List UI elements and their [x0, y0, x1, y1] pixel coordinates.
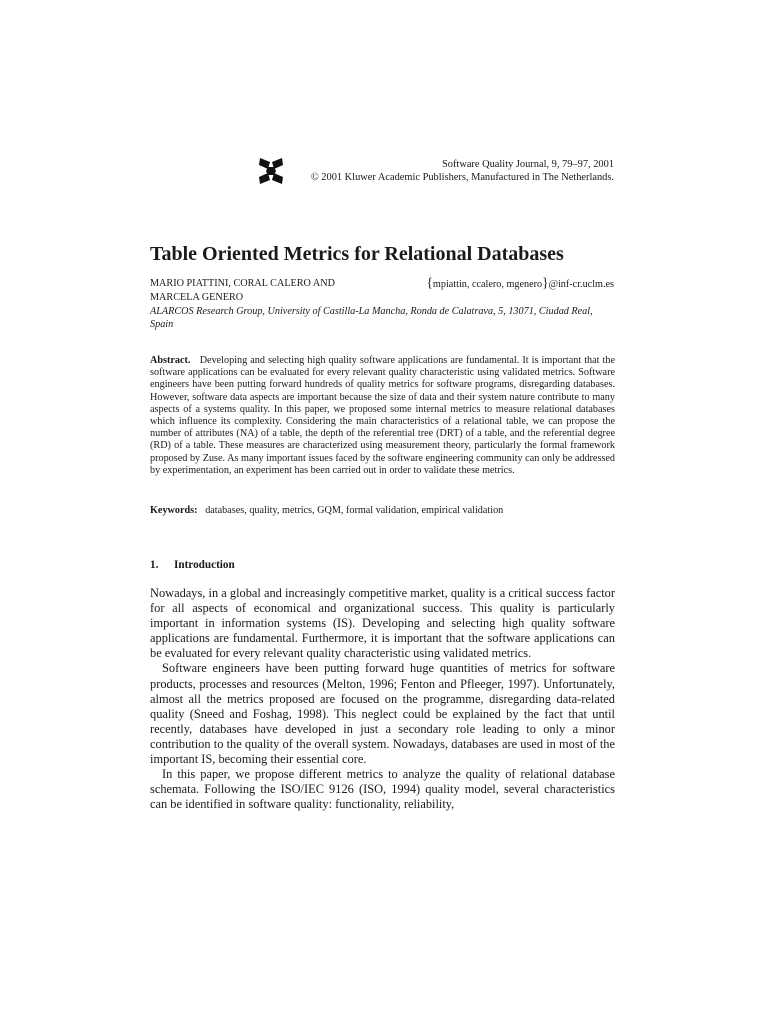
keywords — [150, 504, 503, 517]
copyright-line: © 2001 Kluwer Academic Publishers, Manufactured in The Netherlands. — [310, 172, 614, 183]
abstract-label: Abstract. — [150, 355, 191, 366]
paper-title: Table Oriented Metrics for Relational Databases — [150, 243, 564, 265]
affiliation: ALARCOS Research Group, University of Castilla-La Mancha, Ronda de Calatrava, 5, 13071, Ciudad Real, Spain — [150, 306, 593, 330]
keywords-label: Keywords: — [150, 505, 198, 516]
brace-open: { — [426, 275, 433, 290]
paragraph-2: Software engineers have been putting forward huge quantities of metrics for software products, processes and resources (Melton, 1996; Fenton and Pfleeger, 1997). Unfortunately, almost all the metrics proposed are focused on the programme, disregarding data-related quality (Sneed and Foshag, 1998). This neglect could be explained by the fact that until recently, databases have developed in just a secondary role leading to only a minor contribution to the quality of the overall system. Nowadays, databases are used in most of the important IS, becoming their essential core. — [150, 661, 615, 767]
author-line-2: MARCELA GENERO — [150, 292, 244, 303]
email-names: mpiattin, ccalero, mgenero — [432, 279, 543, 290]
section-number: 1. — [150, 559, 159, 571]
author-list — [150, 277, 335, 305]
keywords-text: databases, quality, metrics, GQM, formal validation, empirical validation — [205, 505, 504, 516]
paragraph-3: In this paper, we propose different metrics to analyze the quality of relational database schemata. Following the ISO/IEC 9126 (ISO, 1994) quality model, several characteristics can be identified in software quality: functionality, reliability, — [150, 767, 615, 812]
publisher-logo-icon — [257, 156, 285, 186]
section-heading — [150, 558, 235, 572]
author-line-1: MARIO PIATTINI, CORAL CALERO AND — [150, 278, 335, 289]
journal-header — [311, 158, 614, 184]
abstract — [150, 355, 615, 477]
email-domain: @inf-cr.uclm.es — [548, 279, 614, 290]
body-text — [150, 586, 615, 812]
brace-close: } — [542, 275, 549, 290]
journal-citation: Software Quality Journal, 9, 79–97, 2001 — [442, 159, 614, 170]
abstract-text: Developing and selecting high quality software applications are fundamental. It is important that the software applications can be evaluated for every relevant quality characteristic using validated metrics. Software engineers have been putting forward hundreds of quality metrics for software programs, disregarding databases. However, software data aspects are important because the size of data and their system nature contribute to many aspects of a systems quality. In this paper, we proposed some internal metrics to measure relational databases which influence its complexity. Considering the main characteristics of a relational table, we can propose the number of attributes (NA) of a table, the depth of the referential tree (DRT) of a table, and the referential degree (RD) of a table. These measures are characterized using measurement theory, particularly the formal framework proposed by Zuse. As many important issues faced by the software engineering community can only be addressed by experimentation, an experiment has been carried out in order to validate these metrics. — [150, 355, 616, 476]
author-emails — [426, 275, 614, 293]
section-title: Introduction — [174, 559, 235, 571]
paragraph-1: Nowadays, in a global and increasingly competitive market, quality is a critical success factor for all aspects of economical and organizational success. This quality is particularly important in information systems (IS). Developing and selecting high quality software applications are fundamental. Furthermore, it is important that the software applications can be evaluated for every relevant quality characteristic using validated metrics. — [150, 586, 615, 661]
